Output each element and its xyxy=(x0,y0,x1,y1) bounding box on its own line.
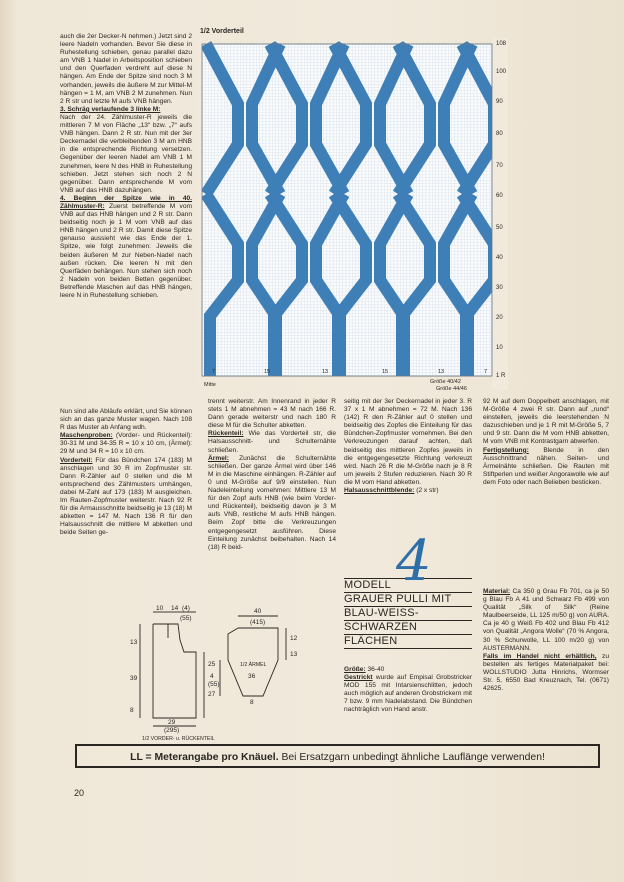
paragraph: Nach der 24. Zählmuster-R jeweils die mittleren 7 M von Fläche „13“ bzw. „7“ aufs VNB hängen. Dann 2 R str. Nun mit der 3er Deckernadel die verbleibenden 3 M am HNB in die entsprechende Richtung versetzen. Gegenüber der leeren Nadel am VNB 1 M zunehmen, leere N des HNB in Ruhestellung schieben. Jetzt stehen sich noch 2 N gegenüber. Dann entsprechende M vom VNB auf das HNB dazuhängen. xyxy=(60,113,192,194)
paragraph: (2 x str) xyxy=(416,487,439,495)
schematic-caption-front: 1/2 VORDER- u. RÜCKENTEIL xyxy=(142,736,215,740)
paragraph: 92 M auf dem Doppelbett anschlagen, mit M-Größe 4 zwei R str. Dann auf „rund“ einstellen, jeweils die leerstehenden N dazuschieben und je 1 R mit M-Größe 5, 7 und 9 str. Dann die M vom HNB abketten, M vom VNB mit Kontrastgarn abwerfen. xyxy=(483,398,609,446)
instructions-column-5 xyxy=(483,398,609,487)
paragraph: Wie das Vorderteil str, die Halsausschnitt- und Schulternähte schließen. xyxy=(208,430,336,454)
model-title-line: BLAU-WEISS- xyxy=(344,607,419,619)
page-number: 20 xyxy=(74,788,85,798)
dim-label: (55) xyxy=(208,681,220,688)
instructions-column-1 xyxy=(60,33,192,300)
heading-size: Größe: xyxy=(344,666,366,673)
row-label: 60 xyxy=(496,193,503,199)
dim-label: 8 xyxy=(250,699,254,706)
dim-label: 12 xyxy=(290,635,298,642)
dim-label: 39 xyxy=(130,675,138,682)
paragraph: Zuerst betreffende M vom VNB auf das HNB hängen und 2 R str. Dann beidseitig noch je 1 M vom VNB auf das HNB hängen und 2 R str. Damit diese Spitze genauso aussieht wie das Ende der 1. Spitze, wie folgt zunehmen: Jeweils die beiden äußeren M zur Neben-Nadel nach außen rücken. Die leeren N mit den Querfäden behängen. Nun stehen sich noch 2 Nadeln von beiden Betten gegenüber. Betreffende Maschen auf das HNB hängen, leere N in Ruhestellung schieben. xyxy=(60,202,192,299)
paragraph: seitig mit der 3er Deckernadel in jeder 3. R 37 x 1 M abnehmen = 72 M. Nach 136 (142) R den R-Zähler auf 0 stellen und beidseitig des Zopfes die Einteilung für das Bündchen-Zopfmuster vornehmen. Bei den Verkreuzungen darauf achten, daß beidseitig des mittleren Zopfes jeweils in die entgegengesetzte Richtung verkreuzt wird. Nach 26 R die M-Größe nach je 8 R um jeweils 2 Stufen reduzieren. Nach 30 R die M vom Hand abketten. xyxy=(344,398,472,486)
dim-label: 36 xyxy=(248,673,256,680)
row-label: 40 xyxy=(496,255,503,261)
dim-label: 13 xyxy=(130,639,138,646)
model-title-line: FLÄCHEN xyxy=(344,635,398,647)
dim-label: (295) xyxy=(164,727,180,734)
dim-label: 13 xyxy=(290,651,298,658)
paragraph: Für das Bündchen 174 (183) M anschlagen und 30 R im Zopfmuster str. Dann R-Zähler auf 0 stellen und die M entsprechend des Zählmusters umhängen, dabei M-Zahl auf 173 (183) M ausgleichen. Im Rauten-Zopfmuster weiterstr. Nach 92 R für die Armausschnitte beidseitig je 13 (18) M abketten = 147 M. Nach 136 R für den Halsausschnitt die mittlere M abketten und beide Seiten ge- xyxy=(60,456,192,537)
dim-label: 40 xyxy=(254,608,262,615)
instructions-column-4 xyxy=(344,398,472,495)
stitch-label: 15 xyxy=(382,369,389,375)
row-label: 10 xyxy=(496,345,503,351)
heading-neckband: Halsausschnittblende: xyxy=(344,487,415,495)
row-label: 20 xyxy=(496,315,503,321)
chart-size-label: Größe 44/46 xyxy=(436,386,467,390)
heading-availability: Falls im Handel nicht erhältlich, xyxy=(483,652,597,660)
chart-title: 1/2 Vorderteil xyxy=(200,28,244,35)
heading-gauge: Maschenproben: xyxy=(60,432,113,440)
paragraph: Ca 350 g Grau Fb 701, ca je 50 g Blau Fb A 41 und Schwarz Fb 499 von Qualität „Silk of Silk“ (Reine Maulbeerseide, LL 125 m/50 g) von AURA. Ca je 40 g Weiß Fb 402 und Blau Fb 412 von Qualität „Angora Wolle“ (70 % Angora, 30 % Schurwolle, LL 100 m/20 g) von AUSTERMANN. xyxy=(483,588,609,652)
instructions-column-2 xyxy=(60,408,192,538)
dim-label: 10 xyxy=(156,605,164,612)
dim-label: 14 xyxy=(171,605,179,612)
yarn-length-notice xyxy=(75,744,600,768)
knitting-chart xyxy=(198,38,508,390)
paragraph: 36-40 xyxy=(367,666,385,673)
instructions-column-3 xyxy=(208,398,336,552)
chart-size-label: Größe 40/42 xyxy=(430,379,461,385)
heading-material: Material: xyxy=(483,588,511,595)
heading-knitted: Gestrickt xyxy=(344,674,373,682)
paragraph: (Vorder- und Rückenteil): 30-31 M und 34-35 R = 10 x 10 cm, (Ärmel): 29 M und 34 R = 10 x 10 cm. xyxy=(60,432,192,456)
stitch-label: 13 xyxy=(438,369,445,375)
notice-bold: LL = Meterangabe pro Knäuel. xyxy=(130,752,279,763)
paragraph: Zunächst die Schulternähte schließen. Der ganze Ärmel wird über 146 M in die Maschine einhängen. R-Zähler auf 0 und M-Größe auf 9/9 einstellen. Nun Nadeleinteilung vornehmen: Mittlere 13 M für den Zopf aufs HNB (wie beim Vorder- und Rückenteil), beidseitig davon je 3 M aufs VNB, restliche M aufs HNB hängen. Beim Zopf bitte die Verkreuzungen entgegengesetzt ausführen. Diese Einteilung zunächst beibehalten. Nach 14 (18) R beid- xyxy=(208,454,336,551)
schematic-caption-arm: 1/2 ÄRMEL xyxy=(240,662,267,668)
row-label: 1 R xyxy=(496,373,506,379)
row-label: 70 xyxy=(496,163,503,169)
heading-begin-point: 4. Beginn der Spitze wie in 40. Zählmuster-R: xyxy=(60,194,192,210)
heading-sleeve: Ärmel: xyxy=(208,454,229,462)
row-label: 50 xyxy=(496,225,503,231)
paragraph: zu bestellen als fertiges Materialpaket bei: WOLLSTUDIO Jutta Hinrichs, Wormser Str. 5, 6550 Bad Kreuznach, Tel. (0671) 42625. xyxy=(483,652,609,693)
model-title-block xyxy=(344,529,472,649)
row-label: 30 xyxy=(496,285,503,291)
heading-front: Vorderteil: xyxy=(60,456,93,464)
stitch-label: 7 xyxy=(212,369,216,375)
model-title-line: GRAUER PULLI MIT xyxy=(344,593,452,605)
dim-label: (4) xyxy=(182,605,190,612)
heading-slanted-stitches: 3. Schräg verlaufende 3 linke M: xyxy=(60,105,161,113)
row-label: 100 xyxy=(496,69,507,75)
row-label: 80 xyxy=(496,131,503,137)
model-number: 4 xyxy=(396,529,432,594)
notice-text: Bei Ersatzgarn unbedingt ähnliche Lauflänge verwenden! xyxy=(278,752,545,763)
stitch-label: 7 xyxy=(484,369,488,375)
stitch-label: 13 xyxy=(322,369,329,375)
dim-label: 8 xyxy=(130,707,134,714)
paragraph: Nun sind alle Abläufe erklärt, und Sie können sich an das ganze Muster wagen. Nach 108 R das Muster ab Anfang wdh. xyxy=(60,408,192,432)
size-column xyxy=(344,666,472,715)
paragraph: trennt weiterstr. Am Innenrand in jeder R stets 1 M abnehmen = 43 M nach 166 R. Dann gerade weiterstr und nach 180 R diese M für die Schulter abketten. xyxy=(208,398,336,430)
heading-back: Rückenteil: xyxy=(208,430,244,438)
row-label: 108 xyxy=(496,41,507,47)
dim-label: 27 xyxy=(208,691,216,698)
paragraph: wurde auf Empisal Grobstricker MOD 155 mit Intarsienschlitten, jedoch auch möglich auf anderen Grobstrickern mit 7 bzw. 9 mm Nadelabstand. Die Bündchen nachträglich von Hand anstr. xyxy=(344,674,472,714)
row-label: 90 xyxy=(496,99,503,105)
dim-label: (55) xyxy=(180,615,192,622)
dim-label: 25 xyxy=(208,661,216,668)
garment-schematic xyxy=(128,600,338,740)
model-title-line: SCHWARZEN xyxy=(344,621,418,633)
paragraph: auch die 2er Decker-N nehmen.) Jetzt sind 2 leere Nadeln vorhanden. Bevor Sie diese in Ruhestellung schieben, genau parallel dazu am VNB 1 Nadel in Arbeitsposition schieben und den Querfaden verdreht auf diese N hängen. Am Ende der Spitze sind noch 3 M vorhanden, jeweils die äußere M zur Mittel-M hängen = 1 M, am VNB 2 M zunehmen. Nun 2 R str und letzte M aufs VNB hängen. xyxy=(60,33,192,105)
heading-finishing: Fertigstellung: xyxy=(483,446,529,454)
dim-label: (415) xyxy=(250,619,266,626)
chart-center-label: Mitte xyxy=(204,382,216,388)
dim-label: 4 xyxy=(210,673,214,680)
material-column xyxy=(483,588,609,693)
model-title-line: MODELL xyxy=(344,579,392,591)
dim-label: 29 xyxy=(168,719,176,726)
paragraph: Blende in den Ausschnittrand nähen. Seiten- und Ärmelnähte schließen. Die Rauten mit Stiftperlen und weißer Angorawolle wie auf dem Foto oder nach Belieben besticken. xyxy=(483,446,609,486)
stitch-label: 15 xyxy=(264,369,271,375)
